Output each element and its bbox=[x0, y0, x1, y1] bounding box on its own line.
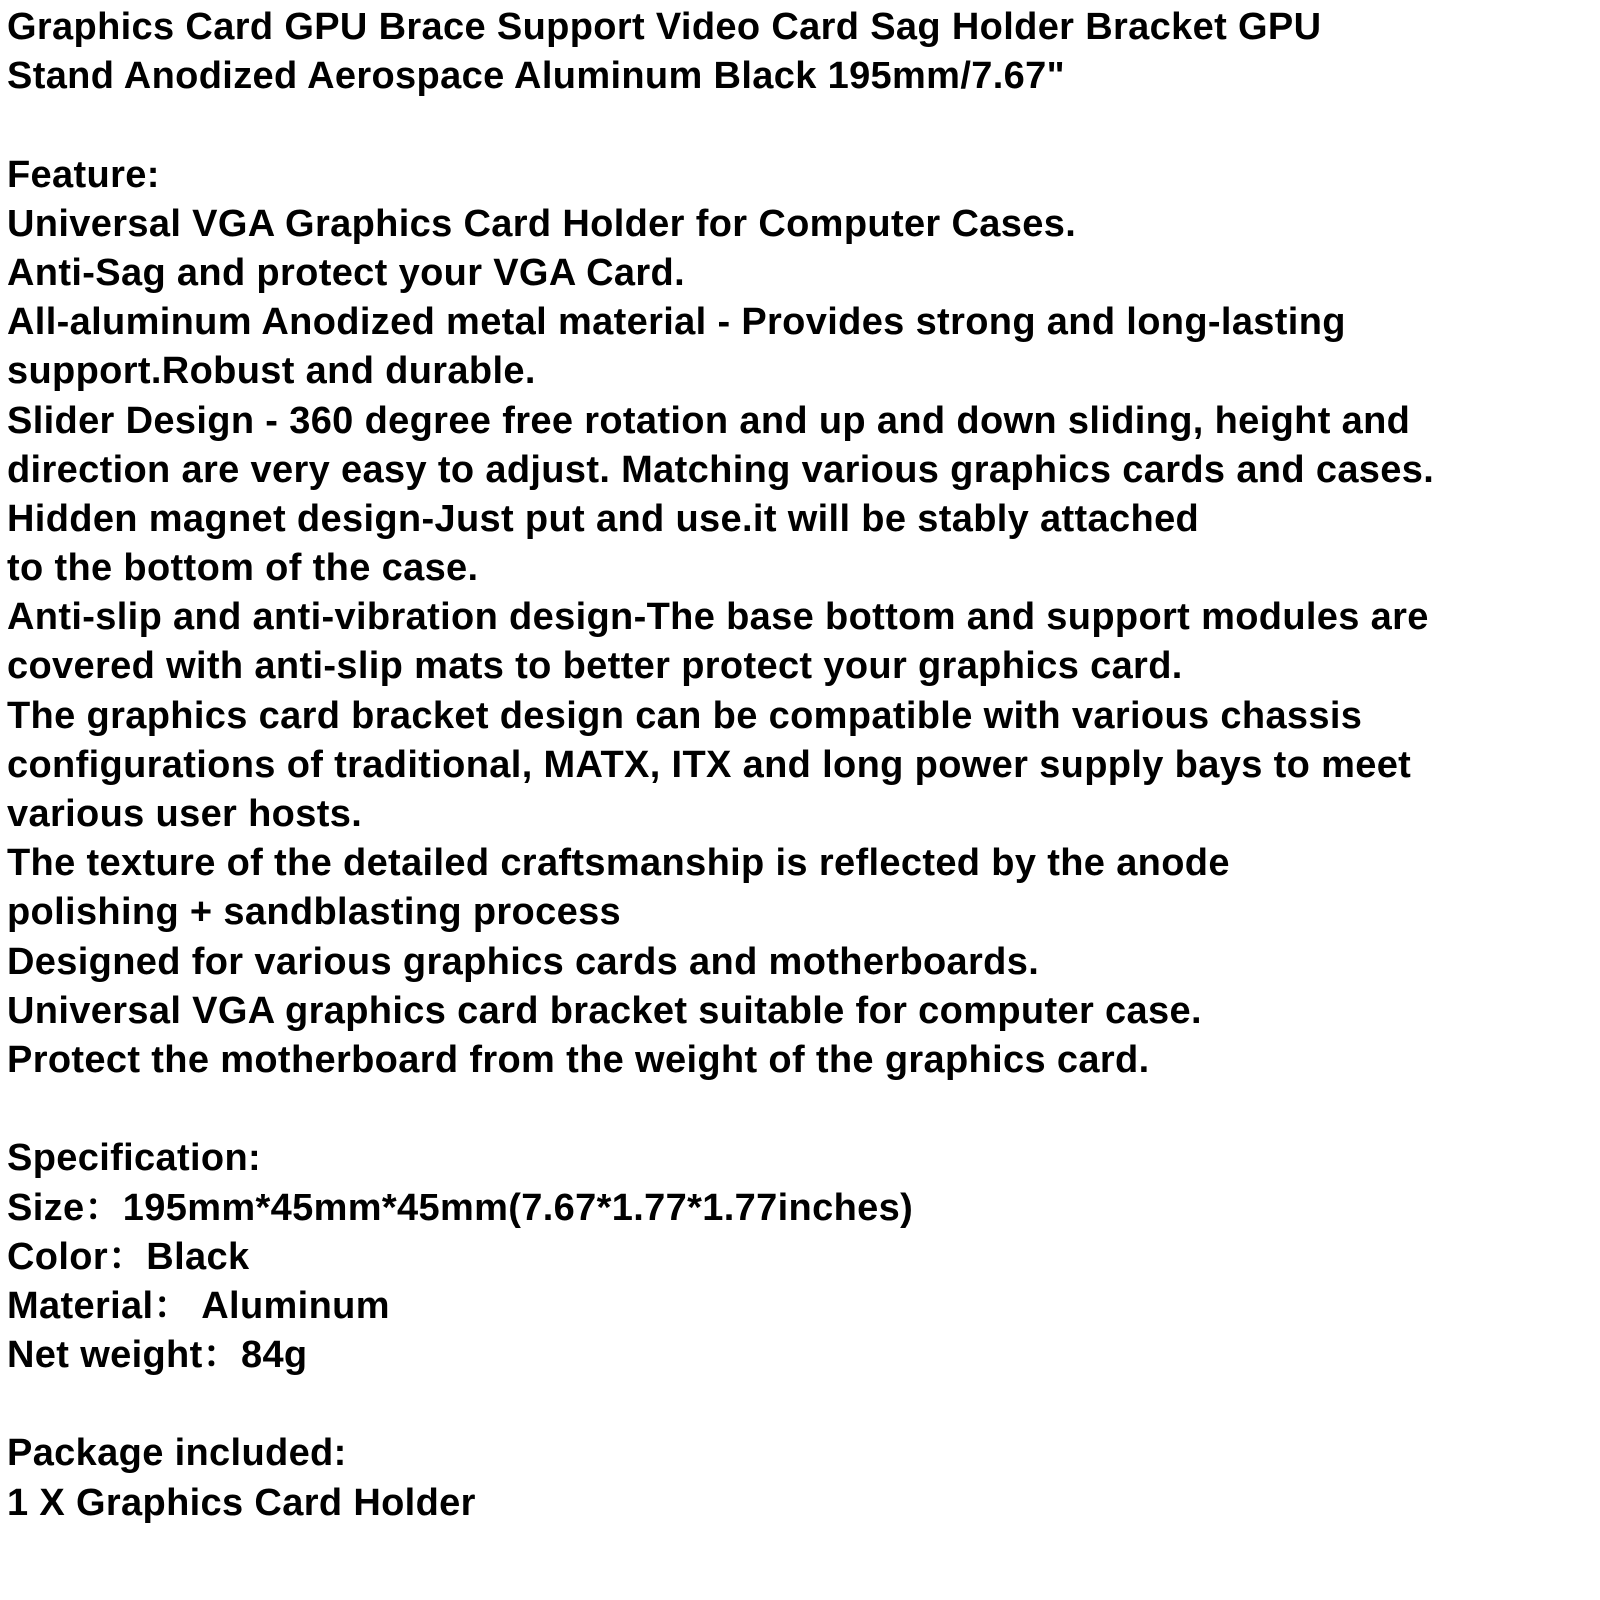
spec-material: Material： Aluminum bbox=[7, 1284, 390, 1327]
feature-line: Protect the motherboard from the weight of the graphics card. bbox=[7, 1038, 1150, 1081]
feature-heading: Feature: bbox=[7, 153, 160, 196]
package-heading: Package included: bbox=[7, 1432, 347, 1475]
feature-line: Slider Design - 360 degree free rotation and up and down sliding, height and bbox=[7, 399, 1411, 442]
package-item: 1 X Graphics Card Holder bbox=[7, 1481, 476, 1524]
feature-line: The graphics card bracket design can be compatible with various chassis bbox=[7, 694, 1363, 737]
specification-heading: Specification: bbox=[7, 1137, 262, 1180]
spec-net-weight: Net weight：84g bbox=[7, 1334, 308, 1377]
feature-line: direction are very easy to adjust. Matching various graphics cards and cases. bbox=[7, 448, 1435, 491]
product-title bbox=[7, 3, 1597, 101]
blank-line bbox=[7, 101, 1597, 150]
feature-line: to the bottom of the case. bbox=[7, 547, 479, 590]
spec-size: Size：195mm*45mm*45mm(7.67*1.77*1.77inches) bbox=[7, 1186, 914, 1229]
package-section bbox=[7, 1429, 1597, 1527]
feature-line: All-aluminum Anodized metal material - Provides strong and long-lasting bbox=[7, 301, 1346, 344]
feature-line: polishing + sandblasting process bbox=[7, 891, 622, 934]
feature-line: various user hosts. bbox=[7, 793, 363, 835]
feature-line: Designed for various graphics cards and motherboards. bbox=[7, 940, 1040, 983]
spec-color: Color：Black bbox=[7, 1235, 250, 1278]
blank-line bbox=[7, 1380, 1597, 1429]
blank-line bbox=[7, 1085, 1597, 1134]
feature-line: configurations of traditional, MATX, ITX and long power supply bays to meet bbox=[7, 743, 1412, 786]
feature-line: covered with anti-slip mats to better protect your graphics card. bbox=[7, 645, 1183, 688]
feature-line: The texture of the detailed craftsmanship is reflected by the anode bbox=[7, 842, 1230, 885]
feature-line: support.Robust and durable. bbox=[7, 350, 536, 393]
feature-line: Hidden magnet design-Just put and use.it will be stably attached bbox=[7, 497, 1200, 540]
feature-line: Anti-Sag and protect your VGA Card. bbox=[7, 251, 686, 294]
specification-section bbox=[7, 1134, 1597, 1380]
product-description bbox=[7, 3, 1597, 1528]
feature-line: Universal VGA Graphics Card Holder for Computer Cases. bbox=[7, 202, 1077, 245]
feature-line: Anti-slip and anti-vibration design-The base bottom and support modules are bbox=[7, 596, 1429, 639]
title-line: Graphics Card GPU Brace Support Video Card Sag Holder Bracket GPU bbox=[7, 6, 1322, 48]
feature-line: Universal VGA graphics card bracket suitable for computer case. bbox=[7, 989, 1202, 1032]
title-line: Stand Anodized Aerospace Aluminum Black 195mm/7.67" bbox=[7, 55, 1065, 98]
feature-section bbox=[7, 151, 1597, 1086]
